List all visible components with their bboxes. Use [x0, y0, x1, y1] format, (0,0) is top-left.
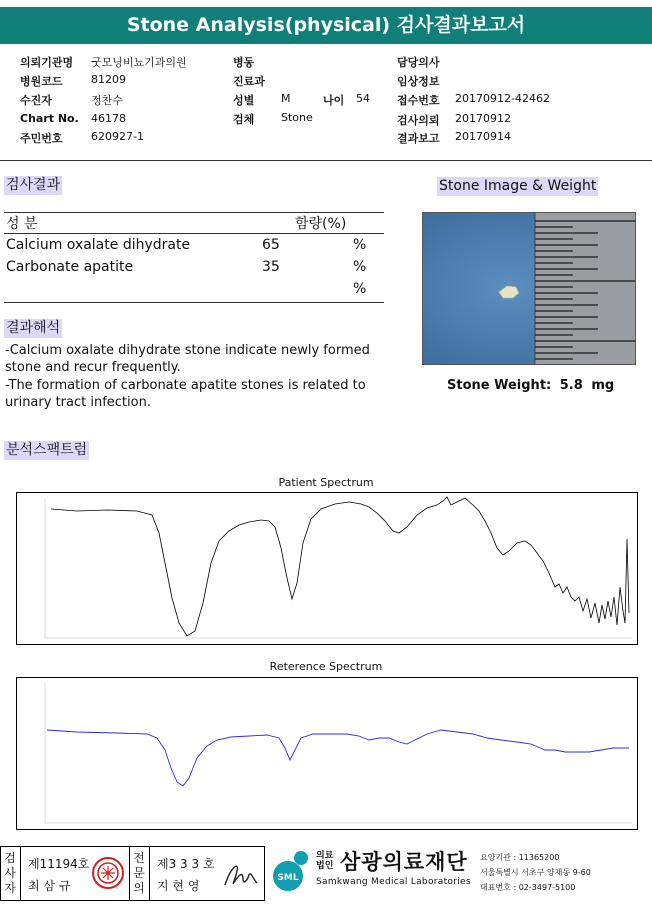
sex-value: M: [281, 92, 291, 105]
col-content-header: 함량(%): [295, 216, 347, 232]
signatures-box: [0, 846, 265, 901]
reference-spectrum-line: [47, 730, 629, 786]
component-unit: %: [353, 237, 367, 253]
interpretation-line-1: -Calcium oxalate dihydrate stone indicate newly formed stone and recur frequently.: [5, 343, 370, 375]
chart-value: 46178: [91, 112, 126, 125]
dept-label: 진료과: [233, 75, 265, 88]
org-prefix: 의료 법인: [316, 851, 334, 871]
sex-label: 성별: [233, 94, 255, 107]
resident-label: 주민번호: [20, 132, 63, 145]
examiner-name: 최 삼 규: [28, 879, 71, 893]
resident-value: 620927-1: [91, 130, 144, 143]
component-unit: %: [353, 281, 367, 297]
receipt-label: 접수번호: [397, 94, 440, 107]
specimen-label: 검체: [233, 113, 255, 126]
org-code: 요양기관 : 11365200: [480, 853, 560, 862]
receipt-value: 20170912-42462: [455, 92, 550, 105]
interpretation-line-2: -The formation of carbonate apatite stones is related to urinary tract infection.: [5, 378, 366, 410]
reference-spectrum-svg: [17, 678, 637, 829]
age-label: 나이: [323, 94, 345, 107]
component-name: Calcium oxalate dihydrate: [6, 237, 191, 253]
specialist-license: 제3 3 3 호: [157, 857, 215, 871]
component-value: 65: [262, 237, 280, 253]
info-divider: [0, 160, 652, 161]
patient-spectrum-line: [51, 497, 629, 636]
results-title: 검사결과: [6, 177, 61, 193]
request-label: 검사의뢰: [397, 114, 440, 127]
report-title: Stone Analysis(physical) 검사결과보고서: [0, 7, 652, 44]
stone-title: Stone Image & Weight: [439, 178, 597, 194]
col-component-header: 성 분: [6, 216, 38, 232]
sig-divider: [129, 847, 130, 900]
sml-logo: [268, 848, 314, 898]
patient-spectrum-plot: [16, 492, 638, 645]
logo-text: SML: [277, 873, 299, 883]
org-phone: 대표번호 : 02-3497-5100: [480, 883, 576, 892]
signature-icon: [221, 857, 261, 893]
reference-spectrum-plot: [16, 677, 638, 830]
hospital-code-label: 병원코드: [20, 75, 63, 88]
examiner-seal: [91, 856, 125, 894]
patient-value: 정찬수: [91, 94, 123, 107]
stone-photo-image: [423, 213, 635, 364]
institution-label: 의뢰기관명: [20, 56, 74, 69]
results-header-rule: [4, 233, 384, 234]
hospital-code-value: 81209: [91, 73, 126, 86]
stone-weight: [447, 378, 614, 393]
seal-icon: [91, 856, 125, 890]
request-value: 20170912: [455, 112, 511, 125]
patient-spectrum-title: Patient Spectrum: [278, 476, 374, 489]
results-bottom-rule: [4, 302, 384, 303]
chart-label: Chart No.: [20, 112, 79, 125]
reference-spectrum-title: Reterence Spectrum: [269, 660, 383, 673]
component-name: Carbonate apatite: [6, 259, 134, 275]
stone-photo: [422, 212, 636, 365]
report-value: 20170914: [455, 130, 511, 143]
stone-weight-value: 5.8: [559, 378, 583, 393]
spectrum-title: 분석스팩트럼: [6, 442, 88, 458]
ward-label: 병동: [233, 56, 255, 69]
sig-divider: [20, 847, 21, 900]
interpretation-title: 결과해석: [6, 320, 61, 336]
component-value: 35: [262, 259, 280, 275]
institution-value: 굿모닝비뇨기과의원: [91, 56, 187, 69]
sml-logo-icon: [268, 848, 314, 894]
stone-weight-unit: mg: [591, 378, 615, 393]
org-name-en: Samkwang Medical Laboratories: [316, 877, 471, 887]
stone-weight-label: Stone Weight:: [447, 378, 552, 393]
clinical-label: 임상정보: [397, 75, 440, 88]
component-unit: %: [353, 259, 367, 275]
org-name: 삼광의료재단: [340, 850, 468, 874]
age-value: 54: [356, 92, 370, 105]
specialist-signature: [221, 857, 261, 897]
specialist-vertical-label: 전문의: [133, 851, 145, 895]
examiner-vertical-label: 검사자: [4, 851, 16, 895]
patient-spectrum-svg: [17, 493, 637, 644]
patient-label: 수진자: [20, 94, 52, 107]
specialist-name: 지 현 영: [157, 879, 200, 893]
doctor-label: 담당의사: [397, 56, 440, 69]
specimen-value: Stone: [281, 111, 313, 124]
org-address: 서울특별시 서초구 양재동 9-60: [480, 868, 591, 877]
sig-divider: [149, 847, 150, 900]
examiner-license: 제11194호: [28, 857, 90, 871]
report-label: 결과보고: [397, 132, 440, 145]
